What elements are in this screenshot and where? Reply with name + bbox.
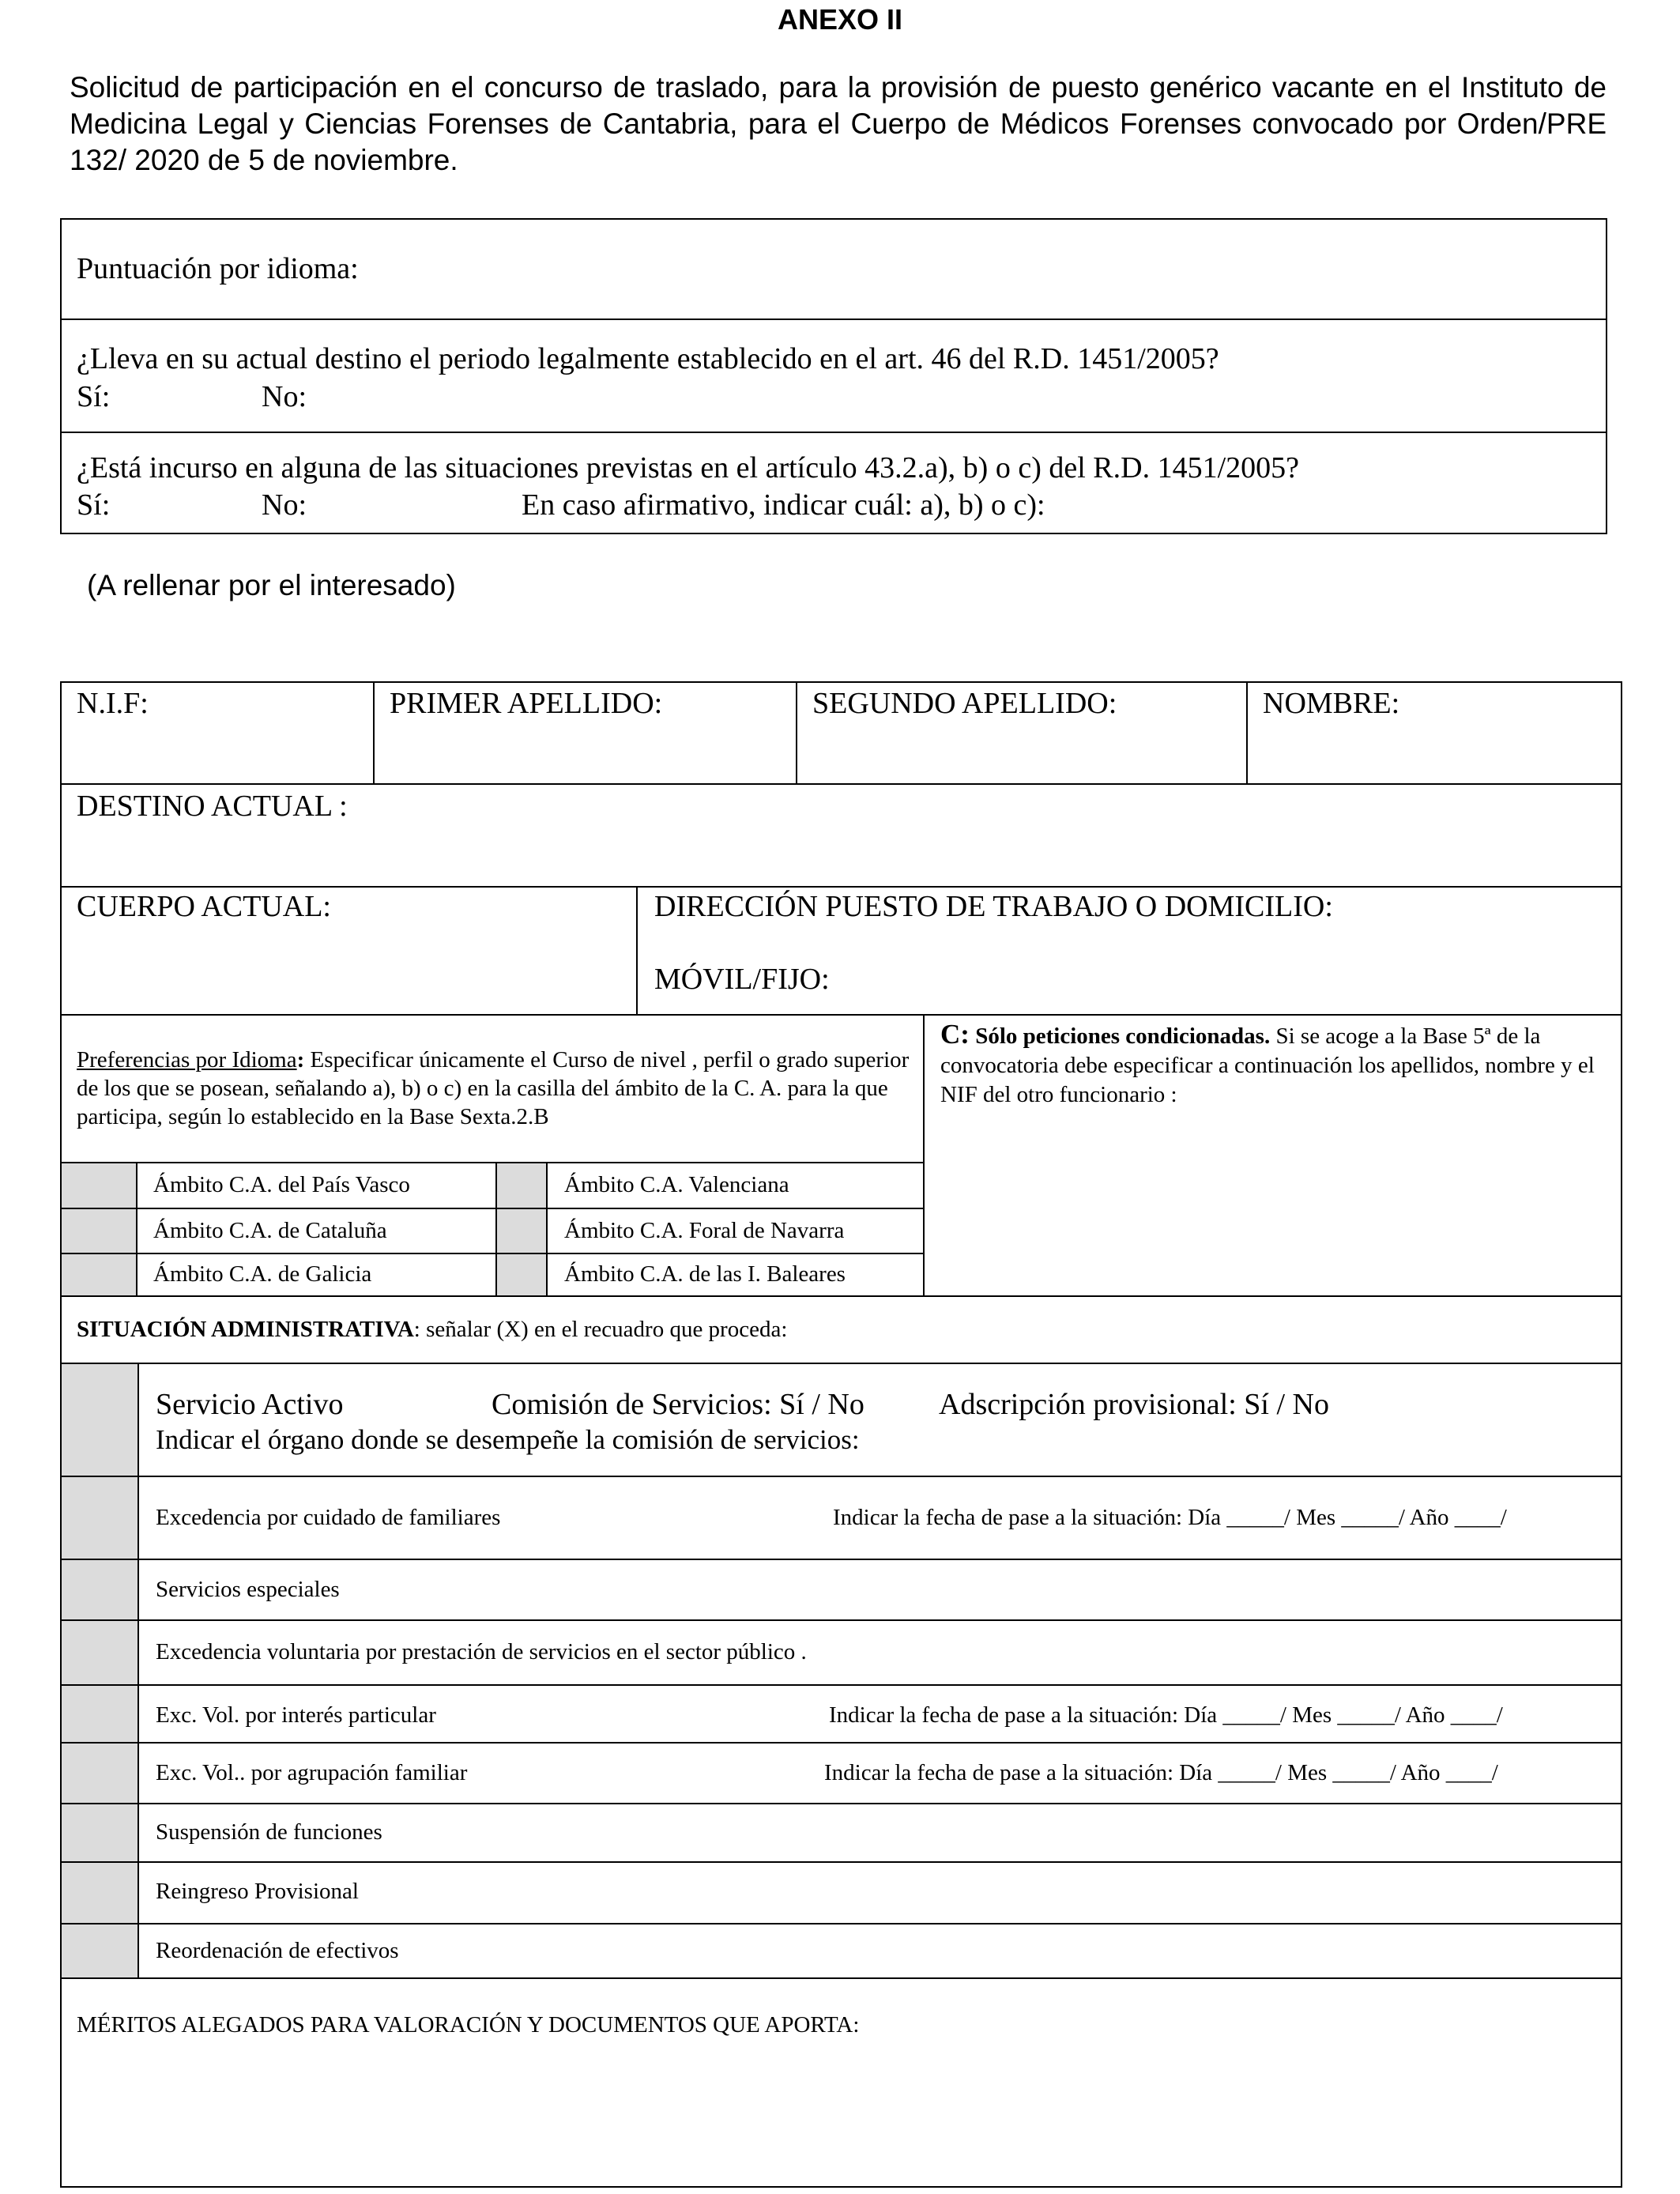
puntuacion-label: Puntuación por idioma:	[77, 252, 359, 285]
divider	[60, 1559, 1622, 1560]
destino-field[interactable]: DESTINO ACTUAL :	[77, 790, 348, 823]
rellenar-note: (A rellenar por el interesado)	[87, 569, 456, 601]
condicionadas-bold: Sólo peticiones condicionadas.	[969, 1023, 1271, 1049]
preferencias-text	[77, 1046, 914, 1131]
divider	[60, 1923, 1622, 1924]
situacion-checkbox-reingreso[interactable]	[62, 1863, 137, 1923]
preferencias-title: Preferencias por Idioma	[77, 1047, 297, 1072]
divider	[60, 783, 1622, 785]
divider	[60, 1014, 1622, 1016]
periodo-no-label[interactable]: No:	[262, 380, 307, 413]
divider	[136, 1162, 137, 1296]
row-label: Reordenación de efectivos	[156, 1938, 399, 1963]
divider	[373, 681, 375, 784]
ambito-galicia: Ámbito C.A. de Galicia	[153, 1261, 372, 1287]
document-title: ANEXO II	[777, 3, 903, 36]
incurso-si-label[interactable]: Sí:	[77, 488, 111, 522]
situacion-checkbox-interes-particular[interactable]	[62, 1686, 137, 1742]
incurso-no-label[interactable]: No:	[262, 488, 307, 522]
nif-field[interactable]: N.I.F:	[77, 687, 149, 720]
preferencias-colon: :	[296, 1047, 305, 1072]
row-label: Excedencia por cuidado de familiares	[156, 1505, 501, 1530]
situacion-checkbox-agrupacion-familiar[interactable]	[62, 1744, 137, 1803]
row-label: Excedencia voluntaria por prestación de servicios en el sector público .	[156, 1639, 807, 1664]
situacion-checkbox-excedencia-cuidado[interactable]	[62, 1477, 137, 1559]
ambito-checkbox-pais-vasco[interactable]	[62, 1163, 136, 1208]
situacion-checkbox-servicios-especiales[interactable]	[62, 1560, 137, 1619]
periodo-question: ¿Lleva en su actual destino el periodo legalmente establecido en el art. 46 del R.D. 1451/2005?	[77, 342, 1219, 375]
nombre-field[interactable]: NOMBRE:	[1263, 687, 1400, 720]
situacion-checkbox-servicio-activo[interactable]	[62, 1364, 137, 1476]
divider	[60, 1803, 1622, 1804]
divider	[60, 1619, 1622, 1621]
servicio-activo-option[interactable]: Servicio Activo	[156, 1388, 344, 1421]
condicionadas-text	[940, 1020, 1604, 1110]
row-label: Exc. Vol.. por agrupación familiar	[156, 1760, 468, 1785]
divider	[60, 1476, 1622, 1477]
row-label: Suspensión de funciones	[156, 1819, 382, 1845]
ambito-checkbox-navarra[interactable]	[497, 1209, 546, 1253]
row-label: Servicios especiales	[156, 1577, 340, 1602]
condicionadas-instructions: Si se acoge a la Base 5ª de la convocatoria debe especificar a continuación los apellidos, nombre y el NIF del otro funcionario :	[940, 1023, 1595, 1107]
divider	[60, 1208, 924, 1209]
incurso-caso-label[interactable]: En caso afirmativo, indicar cuál: a), b) o c):	[522, 488, 1045, 522]
ambito-pais-vasco: Ámbito C.A. del País Vasco	[153, 1172, 410, 1197]
cuerpo-field[interactable]: CUERPO ACTUAL:	[77, 890, 331, 923]
preferencias-instructions: Especificar únicamente el Curso de nivel , perfil o grado superior de los que se posean, señalando a), b) o c) en la casilla del ámbito de la C. A. para la que participa, según lo establecido en la Base Sexta.2.B	[77, 1047, 910, 1129]
section1-divider-2	[60, 432, 1607, 433]
situacion-bold: SITUACIÓN ADMINISTRATIVA	[77, 1317, 414, 1342]
divider	[137, 1363, 139, 1979]
divider	[60, 1295, 1622, 1297]
ambito-checkbox-cataluna[interactable]	[62, 1209, 136, 1253]
ambito-checkbox-galicia[interactable]	[62, 1254, 136, 1295]
fecha-pase-field[interactable]: Indicar la fecha de pase a la situación: Día _____/ Mes _____/ Año ____/	[829, 1702, 1503, 1728]
divider	[60, 1363, 1622, 1364]
meritos-field[interactable]: MÉRITOS ALEGADOS PARA VALORACIÓN Y DOCUMENTOS QUE APORTA:	[77, 2012, 860, 2038]
direccion-field[interactable]: DIRECCIÓN PUESTO DE TRABAJO O DOMICILIO:	[654, 890, 1333, 923]
divider	[796, 681, 797, 784]
ambito-baleares: Ámbito C.A. de las I. Baleares	[564, 1261, 846, 1287]
condicionadas-letter: C:	[940, 1019, 970, 1050]
fecha-pase-field[interactable]: Indicar la fecha de pase a la situación: Día _____/ Mes _____/ Año ____/	[833, 1505, 1507, 1530]
comision-servicios-option[interactable]: Comisión de Servicios: Sí / No	[492, 1388, 864, 1421]
divider	[495, 1162, 497, 1296]
periodo-si-label[interactable]: Sí:	[77, 380, 111, 413]
divider	[636, 886, 638, 1015]
movil-field[interactable]: MÓVIL/FIJO:	[654, 963, 830, 996]
ambito-checkbox-baleares[interactable]	[497, 1254, 546, 1295]
adscripcion-provisional-option[interactable]: Adscripción provisional: Sí / No	[939, 1388, 1329, 1421]
situacion-heading	[77, 1317, 787, 1343]
section1-divider-1	[60, 319, 1607, 320]
ambito-cataluna: Ámbito C.A. de Cataluña	[153, 1218, 387, 1243]
situacion-checkbox-excedencia-sector-publico[interactable]	[62, 1621, 137, 1684]
divider	[546, 1162, 548, 1296]
row-label: Exc. Vol. por interés particular	[156, 1702, 436, 1728]
divider	[60, 1861, 1622, 1863]
row-label: Reingreso Provisional	[156, 1879, 359, 1904]
fecha-pase-field[interactable]: Indicar la fecha de pase a la situación: Día _____/ Mes _____/ Año ____/	[824, 1760, 1498, 1785]
ambito-checkbox-valenciana[interactable]	[497, 1163, 546, 1208]
divider	[60, 1742, 1622, 1744]
situacion-instructions: : señalar (X) en el recuadro que proceda:	[413, 1317, 788, 1342]
divider	[60, 1684, 1622, 1686]
primer-apellido-field[interactable]: PRIMER APELLIDO:	[390, 687, 663, 720]
situacion-checkbox-suspension[interactable]	[62, 1804, 137, 1861]
ambito-valenciana: Ámbito C.A. Valenciana	[564, 1172, 789, 1197]
ambito-navarra: Ámbito C.A. Foral de Navarra	[564, 1218, 845, 1243]
indicar-organo-label: Indicar el órgano donde se desempeñe la comisión de servicios:	[156, 1424, 860, 1455]
incurso-question: ¿Está incurso en alguna de las situaciones previstas en el artículo 43.2.a), b) o c) del R.D. 1451/2005?	[77, 451, 1299, 484]
divider	[60, 1162, 924, 1163]
divider	[1246, 681, 1248, 784]
segundo-apellido-field[interactable]: SEGUNDO APELLIDO:	[812, 687, 1117, 720]
divider	[60, 1977, 1622, 1979]
divider	[60, 1253, 924, 1254]
situacion-checkbox-reordenacion[interactable]	[62, 1924, 137, 1977]
divider	[60, 886, 1622, 888]
intro-paragraph: Solicitud de participación en el concurso de traslado, para la provisión de puesto genérico vacante en el Instituto de Medicina Legal y Ciencias Forenses de Cantabria, para el Cuerpo de Médicos Forenses convocado por Orden/PRE 132/ 2020 de 5 de noviembre.	[70, 71, 1607, 176]
